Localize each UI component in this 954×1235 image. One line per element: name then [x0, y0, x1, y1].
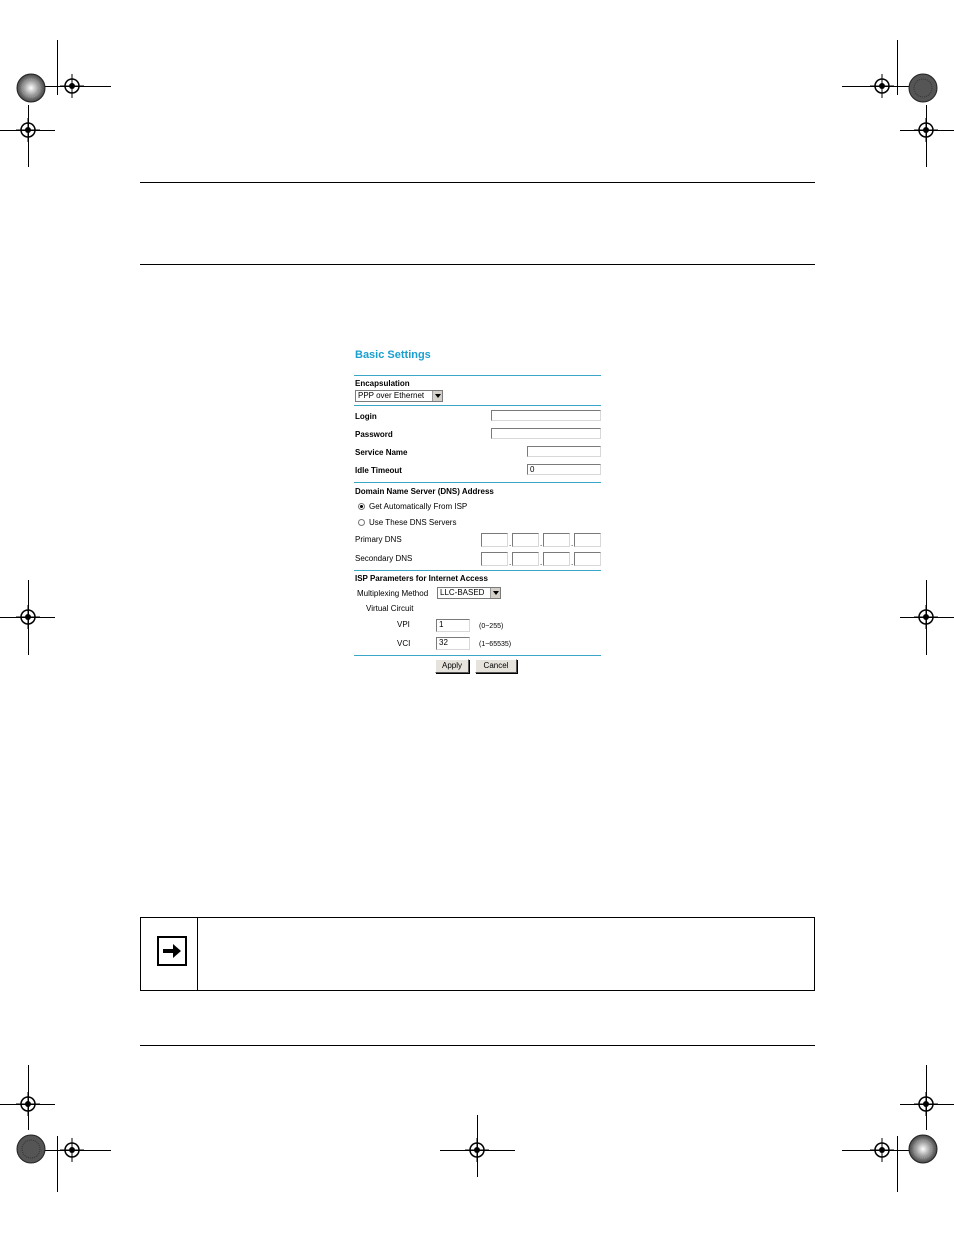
registration-target-icon — [914, 1092, 938, 1116]
note-divider — [197, 918, 198, 990]
basic-settings-panel: Basic Settings Encapsulation PPP over Ethernet Login Password Service Name Idle Timeout 0 Domain Name Server (DNS) Address Get Automatically From ISP Use These DNS Servers Primary DNS . . . Secondary DNS . . . ISP Parameters for Internet Access Multiplexing Method LLC-BASED Virtual Circuit VPI 1 (0~255) VCI 32 (1~65535) Apply Cancel — [351, 343, 603, 678]
password-label: Password — [355, 430, 393, 439]
dns-auto-label: Get Automatically From ISP — [369, 502, 468, 511]
secondary-dns-label: Secondary DNS — [355, 554, 413, 563]
primary-dns-octet-1[interactable] — [481, 533, 508, 547]
registration-target-icon — [914, 118, 938, 142]
vci-label: VCI — [397, 639, 411, 648]
primary-dns-octet-4[interactable] — [574, 533, 601, 547]
note-box — [140, 917, 815, 991]
arrow-right-icon — [157, 936, 187, 966]
primary-dns-octet-3[interactable] — [543, 533, 570, 547]
section-divider — [354, 482, 601, 483]
idle-timeout-label: Idle Timeout — [355, 466, 402, 475]
header-rule-bottom — [140, 264, 815, 265]
secondary-dns-octet-1[interactable] — [481, 552, 508, 566]
encapsulation-label: Encapsulation — [355, 379, 410, 388]
chevron-down-icon[interactable] — [490, 588, 500, 598]
header-rule-top — [140, 182, 815, 183]
login-input[interactable] — [491, 410, 601, 421]
password-input[interactable] — [491, 428, 601, 439]
registration-target-icon — [60, 1138, 84, 1162]
registration-target-icon — [870, 74, 894, 98]
vpi-range: (0~255) — [479, 623, 504, 630]
multiplexing-label: Multiplexing Method — [357, 589, 429, 598]
starburst-icon — [16, 1134, 46, 1164]
idle-timeout-input[interactable]: 0 — [527, 464, 601, 475]
section-divider — [354, 405, 601, 406]
registration-target-icon — [870, 1138, 894, 1162]
chevron-down-icon[interactable] — [432, 391, 442, 401]
registration-target-icon — [16, 605, 40, 629]
vci-range: (1~65535) — [479, 641, 512, 648]
multiplexing-select[interactable] — [437, 587, 501, 599]
multiplexing-select-value: LLC-BASED — [440, 588, 485, 597]
dns-manual-radio[interactable] — [358, 519, 365, 526]
vpi-input[interactable]: 1 — [436, 619, 470, 632]
encapsulation-select[interactable] — [355, 390, 443, 402]
crop-line — [57, 1136, 58, 1192]
isp-heading: ISP Parameters for Internet Access — [355, 574, 488, 583]
registration-target-icon — [914, 605, 938, 629]
apply-button[interactable]: Apply — [435, 659, 469, 673]
cancel-button[interactable]: Cancel — [475, 659, 517, 673]
dns-manual-label: Use These DNS Servers — [369, 518, 457, 527]
dns-heading: Domain Name Server (DNS) Address — [355, 487, 494, 496]
vci-input[interactable]: 32 — [436, 637, 470, 650]
primary-dns-octet-2[interactable] — [512, 533, 539, 547]
service-name-input[interactable] — [527, 446, 601, 457]
service-name-label: Service Name — [355, 448, 408, 457]
footer-rule — [140, 1045, 815, 1046]
registration-target-icon — [60, 74, 84, 98]
secondary-dns-octet-4[interactable] — [574, 552, 601, 566]
starburst-icon — [908, 73, 938, 103]
page-title: Basic Settings — [355, 349, 431, 361]
starburst-icon — [16, 73, 46, 103]
registration-target-icon — [16, 1092, 40, 1116]
login-label: Login — [355, 412, 377, 421]
virtual-circuit-label: Virtual Circuit — [366, 604, 414, 613]
crop-line — [897, 1136, 898, 1192]
secondary-dns-octet-3[interactable] — [543, 552, 570, 566]
secondary-dns-octet-2[interactable] — [512, 552, 539, 566]
registration-target-icon — [16, 118, 40, 142]
starburst-icon — [908, 1134, 938, 1164]
section-divider — [354, 570, 601, 571]
vpi-label: VPI — [397, 620, 410, 629]
section-divider — [354, 375, 601, 376]
encapsulation-select-value: PPP over Ethernet — [358, 391, 425, 400]
registration-target-icon — [465, 1138, 489, 1162]
section-divider — [354, 655, 601, 656]
primary-dns-label: Primary DNS — [355, 535, 402, 544]
dns-auto-radio[interactable] — [358, 503, 365, 510]
